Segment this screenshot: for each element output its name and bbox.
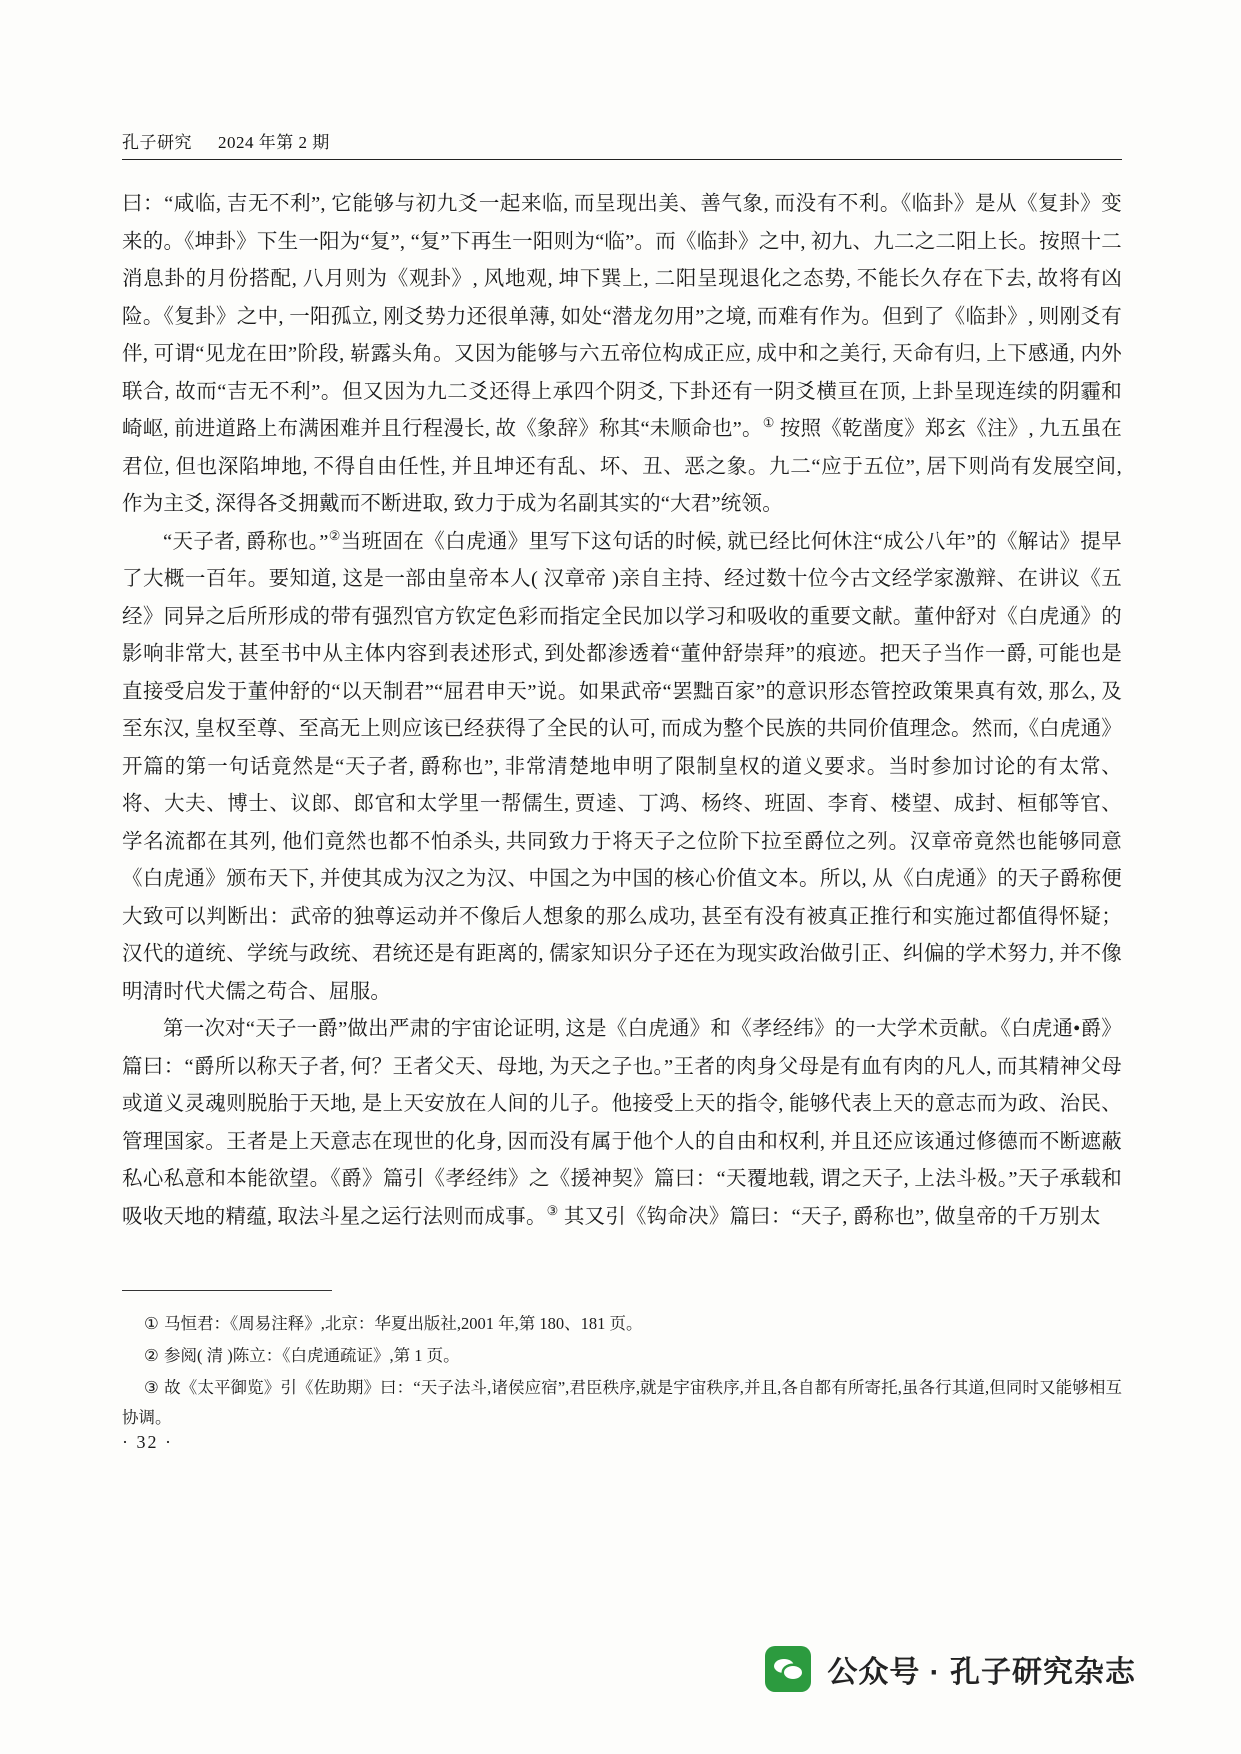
paragraph-3-tail: 其又引《钩命决》篇曰：“天子, 爵称也”, 做皇帝的千万别太 (558, 1205, 1101, 1228)
paragraph-1-text: 曰：“咸临, 吉无不利”, 它能够与初九爻一起来临, 而呈现出美、善气象, 而没有不利。《临卦》是从《复卦》变来的。《坤卦》下生一阳为“复”, “复”下再生一阳则为“临”。而《临卦》之中, 初九、九二之二阳上长。按照十二消息卦的月份搭配, 八月则为《观卦》, 风地观, 坤下巽上, 二阳呈现退化之态势, 不能长久存在下去, 故将有凶险。《复卦》之中, 一阳孤立, 刚爻势力还很单薄, 如处“潜龙勿用”之境, 而难有作为。但到了《临卦》, 则刚爻有伴, 可谓“见龙在田”阶段, 崭露头角。又因为能够与六五帝位构成正应, 成中和之美行, 天命有归, 上下感通, 内外联合, 故而“吉无不利”。但又因为九二爻还得上承四个阴爻, 下卦还有一阴爻横亘在顶, 上卦呈现连续的阴霾和崎岖, 前进道路上布满困难并且行程漫长, 故《象辞》称其“未顺命也”。 (122, 193, 1122, 440)
wechat-icon (765, 1646, 811, 1692)
footnote-marker: ② (144, 1346, 159, 1365)
watermark (765, 1646, 1136, 1692)
paragraph-2 (122, 524, 1122, 1012)
paragraph-3 (122, 1011, 1122, 1236)
paragraph-1 (122, 186, 1122, 524)
footnote-list (122, 1309, 1122, 1433)
footnote-text: 参阅( 清 )陈立：《白虎通疏证》,第 1 页。 (164, 1346, 460, 1365)
page-content (122, 128, 1122, 1236)
running-header (122, 128, 1122, 159)
header-divider (122, 159, 1122, 160)
issue-label: 2024 年第 2 期 (218, 133, 330, 152)
footnote-item (122, 1341, 1122, 1371)
paragraph-2-quote: “天子者, 爵称也。” (163, 530, 329, 553)
paragraph-2-text: 当班固在《白虎通》里写下这句话的时候, 就已经比何休注“成公八年”的《解诂》提早了大概一百年。要知道, 这是一部由皇帝本人( 汉章帝 )亲自主持、经过数十位今古文经学家激辩、在讲议《五经》同异之后所形成的带有强烈官方钦定色彩而指定全民加以学习和吸收的重要文献。董仲舒对《白虎通》的影响非常大, 甚至书中从主体内容到表述形式, 到处都渗透着“董仲舒崇拜”的痕迹。把天子当作一爵, 可能也是直接受启发于董仲舒的“以天制君”“屈君申天”说。如果武帝“罢黜百家”的意识形态管控政策果真有效, 那么, 及至东汉, 皇权至尊、至高无上则应该已经获得了全民的认可, 而成为整个民族的共同价值理念。然而,《白虎通》开篇的第一句话竟然是“天子者, 爵称也”, 非常清楚地申明了限制皇权的道义要求。当时参加讨论的有太常、将、大夫、博士、议郎、郎官和太学里一帮儒生, 贾逵、丁鸿、杨终、班固、李育、楼望、成封、桓郁等官、学名流都在其列, 他们竟然也都不怕杀头, 共同致力于将天子之位阶下拉至爵位之列。汉章帝竟然也能够同意《白虎通》颁布天下, 并使其成为汉之为汉、中国之为中国的核心价值文本。所以, 从《白虎通》的天子爵称便大致可以判断出：武帝的独尊运动并不像后人想象的那么成功, 甚至有没有被真正推行和实施过都值得怀疑；汉代的道统、学统与政统、君统还是有距离的, 儒家知识分子还在为现实政治做引正、纠偏的学术努力, 并不像明清时代犬儒之苟合、屈服。 (122, 530, 1122, 1003)
footnote-ref-2: ② (328, 527, 341, 543)
footnote-item (122, 1373, 1122, 1433)
paragraph-3-text: 第一次对“天子一爵”做出严肃的宇宙论证明, 这是《白虎通》和《孝经纬》的一大学术贡献。《白虎通•爵》篇曰：“爵所以称天子者, 何？王者父天、母地, 为天之子也。”王者的肉身父母是有血有肉的凡人, 而其精神父母或道义灵魂则脱胎于天地, 是上天安放在人间的儿子。他接受上天的指令, 能够代表上天的意志而为政、治民、管理国家。王者是上天意志在现世的化身, 因而没有属于他个人的自由和权利, 并且还应该通过修德而不断遮蔽私心私意和本能欲望。《爵》篇引《孝经纬》之《援神契》篇曰：“天覆地载, 谓之天子, 上法斗极。”天子承载和吸收天地的精蕴, 取法斗星之运行法则而成事。 (122, 1018, 1122, 1228)
journal-name: 孔子研究 (122, 133, 192, 152)
footnote-ref-3: ③ (546, 1202, 559, 1218)
footnote-area (122, 1290, 1122, 1435)
footnote-text: 马恒君：《周易注释》,北京：华夏出版社,2001 年,第 180、181 页。 (164, 1314, 643, 1333)
footnote-divider (122, 1290, 332, 1291)
page-number: · 32 · (122, 1432, 173, 1452)
footnote-marker: ① (144, 1314, 159, 1333)
footnote-marker: ③ (144, 1378, 159, 1397)
paragraph-1-tail: 按照《乾凿度》郑玄《注》, 九五虽在君位, 但也深陷坤地, 不得自由任性, 并且坤还有乱、坏、丑、恶之象。九二“应于五位”, 居下则尚有发展空间, 作为主爻, 深得各爻拥戴而不断进取, 致力于成为名副其实的“大君”统领。 (122, 418, 1122, 515)
watermark-text: 公众号 · 孔子研究杂志 (827, 1656, 1136, 1689)
footnote-text: 故《太平御览》引《佐助期》曰：“天子法斗,诸侯应宿”,君臣秩序,就是宇宙秩序,并且,各自都有所寄托,虽各行其道,但同时又能够相互协调。 (122, 1378, 1122, 1427)
footnote-ref-1: ① (762, 415, 775, 431)
body-text (122, 186, 1122, 1236)
footnote-item (122, 1309, 1122, 1339)
